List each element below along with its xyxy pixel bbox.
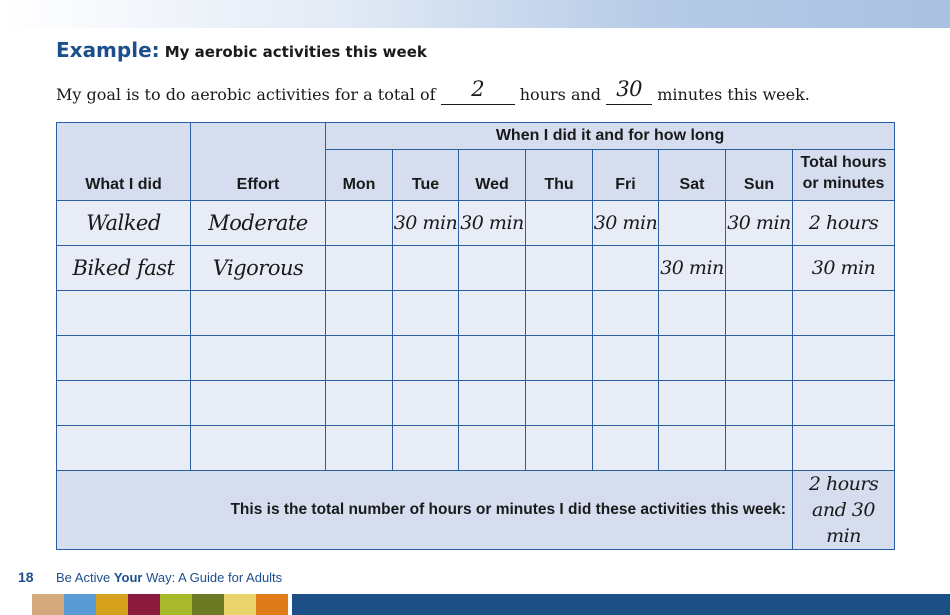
- cell-empty: [726, 381, 793, 426]
- cell-empty: [191, 381, 326, 426]
- cell-empty: [659, 291, 726, 336]
- cell-day: [326, 201, 393, 246]
- cell-day: [659, 201, 726, 246]
- table-row: [57, 246, 895, 291]
- total-label: This is the total number of hours or minutes I did these activities this week:: [57, 471, 793, 550]
- footer-stripe: [64, 594, 96, 615]
- footer-title: [56, 570, 282, 585]
- cell-empty: [393, 336, 459, 381]
- cell-empty: [726, 336, 793, 381]
- header-effort: Effort: [191, 123, 326, 201]
- cell-activity: Walked: [57, 201, 191, 246]
- cell-total: 30 min: [793, 246, 895, 291]
- footer-stripe: [128, 594, 160, 615]
- cell-empty: [526, 336, 593, 381]
- goal-mid: hours and: [519, 85, 602, 104]
- table-row-empty: [57, 426, 895, 471]
- cell-effort: Vigorous: [191, 246, 326, 291]
- total-row: [57, 471, 895, 550]
- cell-day: [526, 201, 593, 246]
- header-when-group: When I did it and for how long: [326, 123, 895, 150]
- cell-empty: [191, 291, 326, 336]
- footer-title-prefix: Be Active: [56, 570, 114, 585]
- cell-day: [459, 246, 526, 291]
- header-day: Sat: [659, 150, 726, 201]
- cell-day: [593, 246, 659, 291]
- cell-empty: [793, 381, 895, 426]
- header-day: Mon: [326, 150, 393, 201]
- cell-empty: [593, 291, 659, 336]
- cell-empty: [393, 381, 459, 426]
- goal-minutes-value: 30: [616, 77, 642, 101]
- cell-empty: [726, 291, 793, 336]
- header-day: Wed: [459, 150, 526, 201]
- goal-minutes-blank: [606, 77, 652, 105]
- cell-empty: [393, 291, 459, 336]
- cell-empty: [326, 291, 393, 336]
- footer-stripe: [192, 594, 224, 615]
- cell-day: 30 min: [659, 246, 726, 291]
- header-what-i-did: What I did: [57, 123, 191, 201]
- cell-empty: [793, 426, 895, 471]
- footer-stripe: [32, 594, 64, 615]
- goal-sentence: [56, 77, 810, 105]
- heading-title: My aerobic activities this week: [164, 43, 427, 61]
- cell-empty: [459, 426, 526, 471]
- cell-empty: [659, 426, 726, 471]
- page-heading: [56, 38, 427, 62]
- cell-day: [726, 246, 793, 291]
- footer-stripe: [160, 594, 192, 615]
- cell-day: 30 min: [593, 201, 659, 246]
- cell-empty: [326, 381, 393, 426]
- cell-day: [326, 246, 393, 291]
- cell-empty: [526, 426, 593, 471]
- cell-empty: [659, 336, 726, 381]
- table-row-empty: [57, 381, 895, 426]
- cell-day: 30 min: [459, 201, 526, 246]
- table-row-empty: [57, 336, 895, 381]
- cell-empty: [459, 336, 526, 381]
- goal-hours-value: 2: [471, 77, 485, 101]
- table-row: [57, 201, 895, 246]
- footer-stripe: [96, 594, 128, 615]
- cell-empty: [57, 291, 191, 336]
- header-day: Fri: [593, 150, 659, 201]
- cell-activity: Biked fast: [57, 246, 191, 291]
- header-day: Sun: [726, 150, 793, 201]
- cell-empty: [57, 426, 191, 471]
- cell-empty: [191, 336, 326, 381]
- goal-suffix: minutes this week.: [657, 85, 810, 104]
- footer-stripe-long: [292, 594, 950, 615]
- activity-table: [56, 122, 895, 550]
- footer-title-bold: Your: [113, 570, 143, 585]
- header-total-line1: Total hours: [800, 154, 887, 171]
- cell-effort: Moderate: [191, 201, 326, 246]
- cell-day: [393, 246, 459, 291]
- cell-day: 30 min: [393, 201, 459, 246]
- total-value-line1: 2 hours: [808, 473, 879, 495]
- cell-empty: [459, 291, 526, 336]
- cell-empty: [191, 426, 326, 471]
- total-value-line2: and 30 min: [812, 499, 875, 547]
- cell-empty: [793, 291, 895, 336]
- cell-empty: [459, 381, 526, 426]
- cell-empty: [593, 381, 659, 426]
- cell-empty: [726, 426, 793, 471]
- top-gradient-band: [0, 0, 950, 28]
- goal-prefix: My goal is to do aerobic activities for a total of: [56, 85, 436, 104]
- cell-empty: [526, 291, 593, 336]
- header-day: Tue: [393, 150, 459, 201]
- table-row-empty: [57, 291, 895, 336]
- header-total: [793, 150, 895, 201]
- cell-empty: [659, 381, 726, 426]
- goal-hours-blank: [441, 77, 515, 105]
- total-value: [793, 471, 895, 550]
- cell-day: [526, 246, 593, 291]
- page-number: 18: [18, 569, 34, 585]
- example-label: Example:: [56, 38, 160, 62]
- footer-stripe: [256, 594, 288, 615]
- footer-title-suffix: Way: A Guide for Adults: [142, 570, 283, 585]
- cell-day: 30 min: [726, 201, 793, 246]
- header-day: Thu: [526, 150, 593, 201]
- cell-empty: [593, 336, 659, 381]
- cell-empty: [526, 381, 593, 426]
- cell-empty: [793, 336, 895, 381]
- footer-stripe: [224, 594, 256, 615]
- header-total-line2: or minutes: [802, 175, 885, 192]
- cell-empty: [593, 426, 659, 471]
- cell-empty: [326, 336, 393, 381]
- cell-empty: [57, 336, 191, 381]
- cell-empty: [393, 426, 459, 471]
- cell-empty: [57, 381, 191, 426]
- cell-total: 2 hours: [793, 201, 895, 246]
- cell-empty: [326, 426, 393, 471]
